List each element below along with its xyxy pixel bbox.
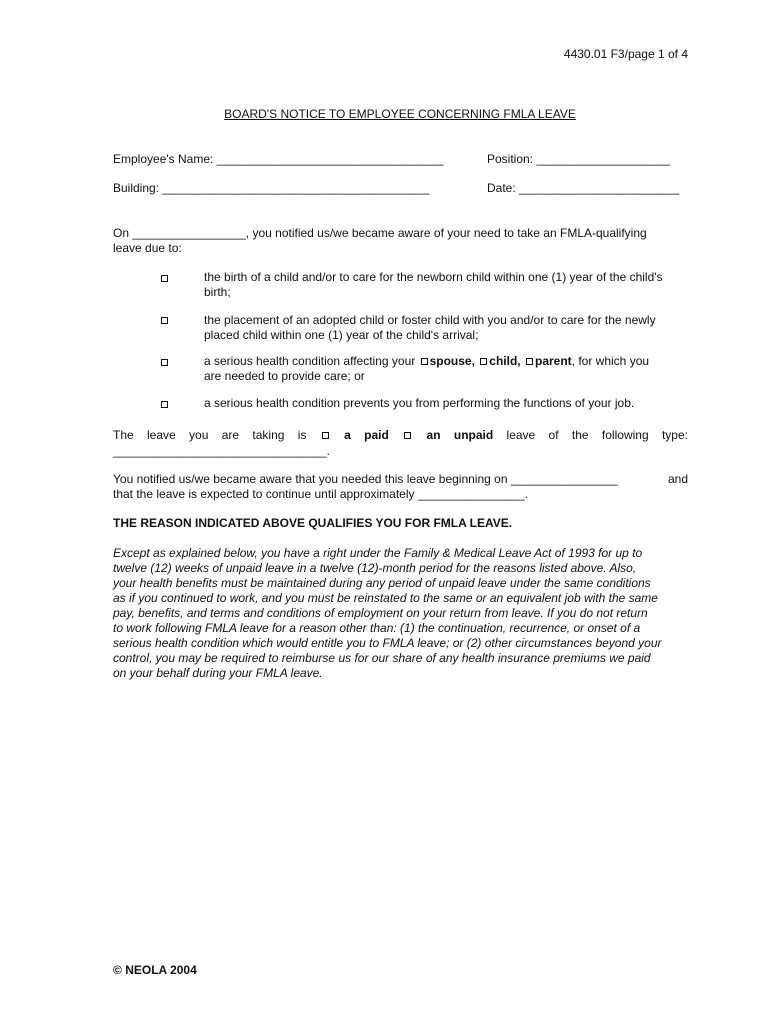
- reason-family-health-text: a serious health condition affecting your spouse, child, parent, for which you are needed to provide care; or: [204, 354, 650, 383]
- position-field[interactable]: Position: ____________________: [487, 152, 670, 166]
- document-title: BOARD'S NOTICE TO EMPLOYEE CONCERNING FMLA LEAVE: [224, 107, 576, 121]
- paid-checkbox[interactable]: [322, 432, 329, 439]
- copyright-symbol: ©: [113, 963, 122, 977]
- leave-type-line: The leave you are taking is a paid an unpaid leave of the following type:: [113, 428, 688, 442]
- copyright-footer: [113, 963, 197, 977]
- qualifies-heading: THE REASON INDICATED ABOVE QUALIFIES YOU FOR FMLA LEAVE.: [113, 516, 513, 530]
- reason-adoption-text: the placement of an adopted child or foster child with you and/or to care for the newly placed child within one (1) year of the child's arrival;: [204, 313, 656, 342]
- date-field[interactable]: Date: ________________________: [487, 181, 680, 195]
- reason-own-health-checkbox[interactable]: [161, 401, 168, 408]
- parent-checkbox[interactable]: [526, 358, 533, 365]
- child-checkbox[interactable]: [480, 358, 487, 365]
- intro-line-1: On _________________, you notified us/we became aware of your need to take an FMLA-qualifying: [113, 226, 647, 240]
- reason-birth-checkbox[interactable]: [161, 275, 168, 282]
- reason-adoption-checkbox[interactable]: [161, 317, 168, 324]
- reason-birth-text: the birth of a child and/or to care for the newborn child within one (1) year of the child's birth;: [204, 270, 663, 299]
- spouse-checkbox[interactable]: [421, 358, 428, 365]
- intro-line-2: leave due to:: [113, 241, 182, 255]
- reason-own-health-text: a serious health condition prevents you from performing the functions of your job.: [204, 396, 635, 410]
- leave-start-line[interactable]: You notified us/we became aware that you needed this leave beginning on ________________: [113, 472, 618, 486]
- leave-type-blank[interactable]: ________________________________.: [113, 444, 330, 458]
- unpaid-checkbox[interactable]: [404, 432, 411, 439]
- reason-family-health-checkbox[interactable]: [161, 359, 168, 366]
- employee-name-field[interactable]: Employee's Name: __________________________________: [113, 152, 444, 166]
- leave-end-line[interactable]: that the leave is expected to continue until approximately ________________.: [113, 487, 528, 501]
- building-field[interactable]: Building: ________________________________________: [113, 181, 430, 195]
- brand-name: NEOLA 2004: [125, 963, 197, 977]
- explanation-paragraph: Except as explained below, you have a right under the Family & Medical Leave Act of 1993 for up to twelve (12) weeks of unpaid leave in a twelve (12)-month period for the reasons listed above. Also, your health benefits must be maintained during any period of unpaid leave under the same conditions as if you continued to work, and you must be reinstated to the same or an equivalent job with the same pay, benefits, and terms and conditions of employment on your return from leave. If you do not return to work following FMLA leave for a reason other than: (1) the continuation, recurrence, or onset of a serious health condition which would entitle you to FMLA leave; or (2) other circumstances beyond your control, you may be required to reimburse us for our share of any health insurance premiums we paid on your behalf during your FMLA leave.: [113, 546, 662, 680]
- leave-start-and: and: [668, 472, 689, 486]
- form-id: 4430.01 F3/page 1 of 4: [563, 47, 688, 61]
